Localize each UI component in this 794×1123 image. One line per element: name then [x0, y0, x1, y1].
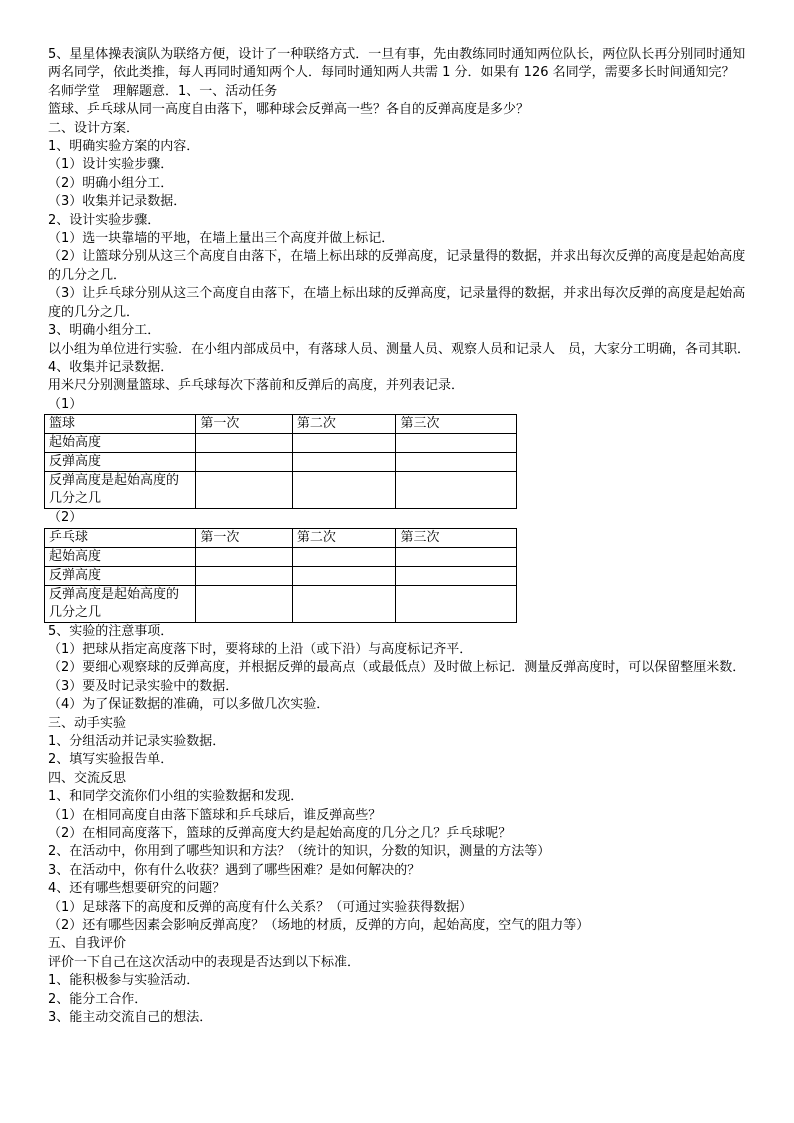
text-line: （1）选一块靠墙的平地，在墙上量出三个高度并做上标记．	[48, 231, 395, 247]
text-line: （4）为了保证数据的准确，可以多做几次实验．	[48, 697, 330, 713]
problem-and-plan-section	[48, 46, 754, 396]
basketball-record-table	[44, 414, 517, 509]
table-row	[45, 472, 517, 509]
table-row	[45, 434, 517, 453]
table1-label: （1）	[48, 396, 83, 412]
text-line: 2、在活动中，你用到了哪些知识和方法？（统计的知识，分数的知识，测量的方法等）	[48, 844, 551, 860]
text-line: 4、还有哪些想要研究的问题？	[48, 881, 226, 897]
text-line: 1、和同学交流你们小组的实验数据和发现．	[48, 789, 304, 805]
empty-cell[interactable]	[292, 472, 396, 509]
text-line: 二、设计方案．	[48, 120, 140, 136]
text-line: （2）明确小组分工．	[48, 175, 174, 191]
empty-cell[interactable]	[196, 453, 293, 472]
table-header-row	[45, 415, 517, 434]
text-line: （3）让乒乓球分别从这三个高度自由落下，在墙上标出球的反弹高度，记录量得的数据，并求出每次反弹的高度是起始高度的几分之几．	[48, 286, 746, 320]
empty-cell[interactable]	[292, 547, 396, 566]
empty-cell[interactable]	[292, 585, 396, 622]
text-line: 1、明确实验方案的内容．	[48, 139, 200, 155]
empty-cell[interactable]	[292, 434, 396, 453]
text-line: 4、收集并记录数据．	[48, 359, 174, 375]
text-line: （1）足球落下的高度和反弹的高度有什么关系？（可通过实验获得数据）	[48, 899, 473, 915]
text-line: 五、自我评价	[48, 936, 127, 952]
row-label-cell: 起始高度	[45, 547, 196, 566]
notes-and-reflection-section	[48, 623, 754, 1028]
text-line: （2）让篮球分别从这三个高度自由落下，在墙上标出球的反弹高度，记录量得的数据，并求出每次反弹的高度是起始高度的几分之几．	[48, 249, 746, 283]
table-header-cell: 第三次	[396, 415, 517, 434]
table-header-row	[45, 528, 517, 547]
table-header-cell: 第二次	[292, 528, 396, 547]
empty-cell[interactable]	[196, 472, 293, 509]
table-row	[45, 585, 517, 622]
table-row	[45, 453, 517, 472]
table-header-cell: 第一次	[196, 528, 293, 547]
text-line: 四、交流反思	[48, 770, 127, 786]
text-line: （1）设计实验步骤．	[48, 157, 174, 173]
empty-cell[interactable]	[196, 585, 293, 622]
text-line: 篮球、乒乓球从同一高度自由落下，哪种球会反弹高一些？各自的反弹高度是多少？	[48, 102, 530, 118]
text-line: （2）还有哪些因素会影响反弹高度？（场地的材质，反弹的方向，起始高度，空气的阻力等）	[48, 918, 590, 934]
text-line: （1）把球从指定高度落下时，要将球的上沿（或下沿）与高度标记齐平．	[48, 641, 473, 657]
table-header-cell: 篮球	[45, 415, 196, 434]
empty-cell[interactable]	[396, 566, 517, 585]
empty-cell[interactable]	[396, 472, 517, 509]
empty-cell[interactable]	[396, 547, 517, 566]
text-line: （2）在相同高度落下，篮球的反弹高度大约是起始高度的几分之几？乒乓球呢？	[48, 826, 512, 841]
row-label-cell: 反弹高度	[45, 566, 196, 585]
text-line: 2、填写实验报告单．	[48, 752, 174, 768]
empty-cell[interactable]	[396, 434, 517, 453]
empty-cell[interactable]	[292, 453, 396, 472]
text-line: 3、能主动交流自己的想法．	[48, 1010, 213, 1026]
table-header-cell: 第三次	[396, 528, 517, 547]
row-label-cell: 反弹高度是起始高度的几分之几	[45, 585, 196, 622]
empty-cell[interactable]	[196, 566, 293, 585]
table-header-cell: 乒乓球	[45, 528, 196, 547]
text-line: 评价一下自己在这次活动中的表现是否达到以下标准．	[48, 954, 361, 970]
text-line: 5、实验的注意事项．	[48, 623, 174, 639]
text-line: 1、分组活动并记录实验数据．	[48, 733, 226, 749]
text-line: 以小组为单位进行实验．在小组内部成员中，有落球人员、测量人员、观察人员和记录人 员，大家分工明确，各司其职．	[48, 341, 751, 357]
text-line: 名师学堂 理解题意．1、一、活动任务	[48, 83, 278, 99]
empty-cell[interactable]	[396, 453, 517, 472]
text-line: 1、能积极参与实验活动．	[48, 973, 200, 989]
table-row	[45, 547, 517, 566]
empty-cell[interactable]	[396, 585, 517, 622]
text-line: 3、在活动中，你有什么收获？遇到了哪些困难？是如何解决的？	[48, 862, 421, 878]
text-line: 三、动手实验	[48, 715, 127, 731]
row-label-cell: 反弹高度是起始高度的几分之几	[45, 472, 196, 509]
table-header-cell: 第二次	[292, 415, 396, 434]
empty-cell[interactable]	[196, 434, 293, 453]
text-line: 2、能分工合作．	[48, 991, 148, 1007]
text-line: （3）收集并记录数据．	[48, 194, 187, 210]
table2-label: （2）	[48, 510, 83, 526]
text-line: （2）要细心观察球的反弹高度，并根据反弹的最高点（或最低点）及时做上标记．测量反弹高度时，可以保留整厘米数．	[48, 660, 746, 676]
text-line: 2、设计实验步骤．	[48, 212, 161, 228]
table-row	[45, 566, 517, 585]
empty-cell[interactable]	[292, 566, 396, 585]
text-line: 5、星星体操表演队为联络方便，设计了一种联络方式．一旦有事，先由教练同时通知两位队长，两位队长再分别同时通知两名同学，依此类推，每人再同时通知两个人．每同时通知两人共需 1 分．如果有 126 名同学，需要多长时间通知完？	[48, 47, 746, 81]
row-label-cell: 起始高度	[45, 434, 196, 453]
row-label-cell: 反弹高度	[45, 453, 196, 472]
text-line: （1）在相同高度自由落下篮球和乒乓球后，谁反弹高些？	[48, 807, 382, 823]
empty-cell[interactable]	[196, 547, 293, 566]
table-header-cell: 第一次	[196, 415, 293, 434]
text-line: 用米尺分别测量篮球、乒乓球每次下落前和反弹后的高度，并列表记录．	[48, 378, 465, 394]
document-page	[48, 46, 754, 1027]
pingpong-record-table	[44, 528, 517, 623]
text-line: （3）要及时记录实验中的数据．	[48, 678, 239, 694]
text-line: 3、明确小组分工．	[48, 323, 161, 339]
